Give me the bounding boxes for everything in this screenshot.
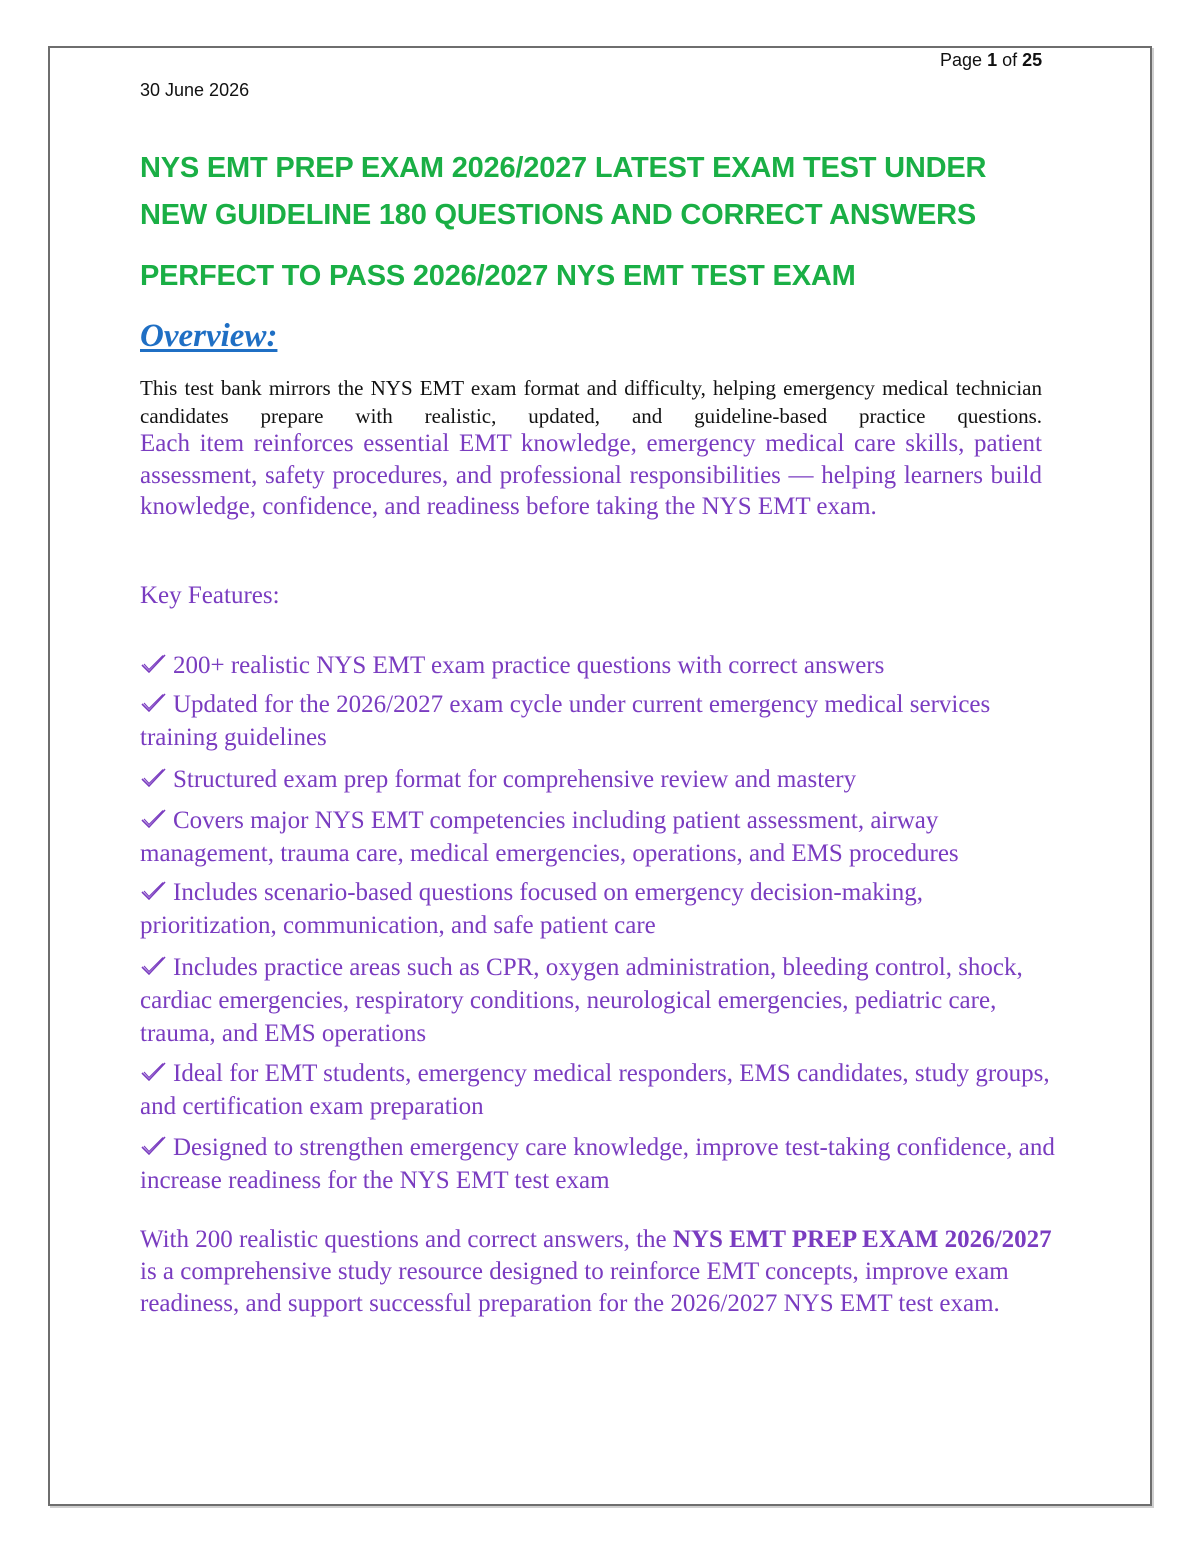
page-current: 1 [987, 50, 998, 70]
feature-item: Ideal for EMT students, emergency medical responders, EMS candidates, study groups, and certification exam preparation [140, 1060, 1050, 1120]
overview-heading: Overview: [140, 318, 278, 354]
page-number: Page 1 of 25 [940, 50, 1043, 70]
check-icon [140, 955, 167, 977]
document-date: 30 June 2026 [140, 80, 250, 100]
check-icon [140, 692, 167, 714]
check-icon [140, 880, 167, 902]
title-line-1: NYS EMT PREP EXAM 2026/2027 LATEST EXAM TEST UNDER [140, 152, 987, 184]
key-features-heading: Key Features: [140, 582, 280, 609]
closing-bold-title: NYS EMT PREP EXAM 2026/2027 [672, 1226, 1052, 1253]
page-total: 25 [1022, 50, 1043, 70]
closing-paragraph: With 200 realistic questions and correct answers, the NYS EMT PREP EXAM 2026/2027 is a comprehensive study resource designed to reinforce EMT concepts, improve exam readiness, and support successful preparation for the 2026/2027 NYS EMT test exam. [140, 1226, 1052, 1317]
overview-intro-purple: Each item reinforces essential EMT knowledge, emergency medical care skills, patient assessment, safety procedures, and professional responsibilities — helping learners build knowledge, confidence, and readiness before taking the NYS EMT exam. [140, 430, 1042, 520]
title-line-2: NEW GUIDELINE 180 QUESTIONS AND CORRECT ANSWERS [140, 199, 976, 231]
overview-intro-black: This test bank mirrors the NYS EMT exam format and difficulty, helping emergency medical technician candidates prepare with realistic, updated, and guideline-based practice questions. [140, 376, 1042, 428]
feature-item: Structured exam prep format for comprehensive review and mastery [140, 763, 1060, 796]
check-icon [140, 653, 167, 675]
check-icon [140, 767, 167, 789]
check-icon [140, 808, 167, 830]
feature-item: 200+ realistic NYS EMT exam practice questions with correct answers [140, 649, 1060, 682]
check-icon [140, 1135, 167, 1157]
check-icon [140, 1061, 167, 1083]
feature-item: Designed to strengthen emergency care knowledge, improve test-taking confidence, and increase readiness for the NYS EMT test exam [140, 1134, 1055, 1194]
title-line-3: PERFECT TO PASS 2026/2027 NYS EMT TEST EXAM [140, 260, 856, 292]
feature-item: Covers major NYS EMT competencies including patient assessment, airway management, trauma care, medical emergencies, operations, and EMS procedures [140, 807, 959, 867]
feature-item: Updated for the 2026/2027 exam cycle under current emergency medical services training guidelines [140, 691, 991, 751]
feature-item: Includes scenario-based questions focused on emergency decision-making, prioritization, communication, and safe patient care [140, 879, 923, 939]
feature-item: Includes practice areas such as CPR, oxygen administration, bleeding control, shock, cardiac emergencies, respiratory conditions, neurological emergencies, pediatric care, trauma, and EMS operations [140, 954, 1023, 1047]
